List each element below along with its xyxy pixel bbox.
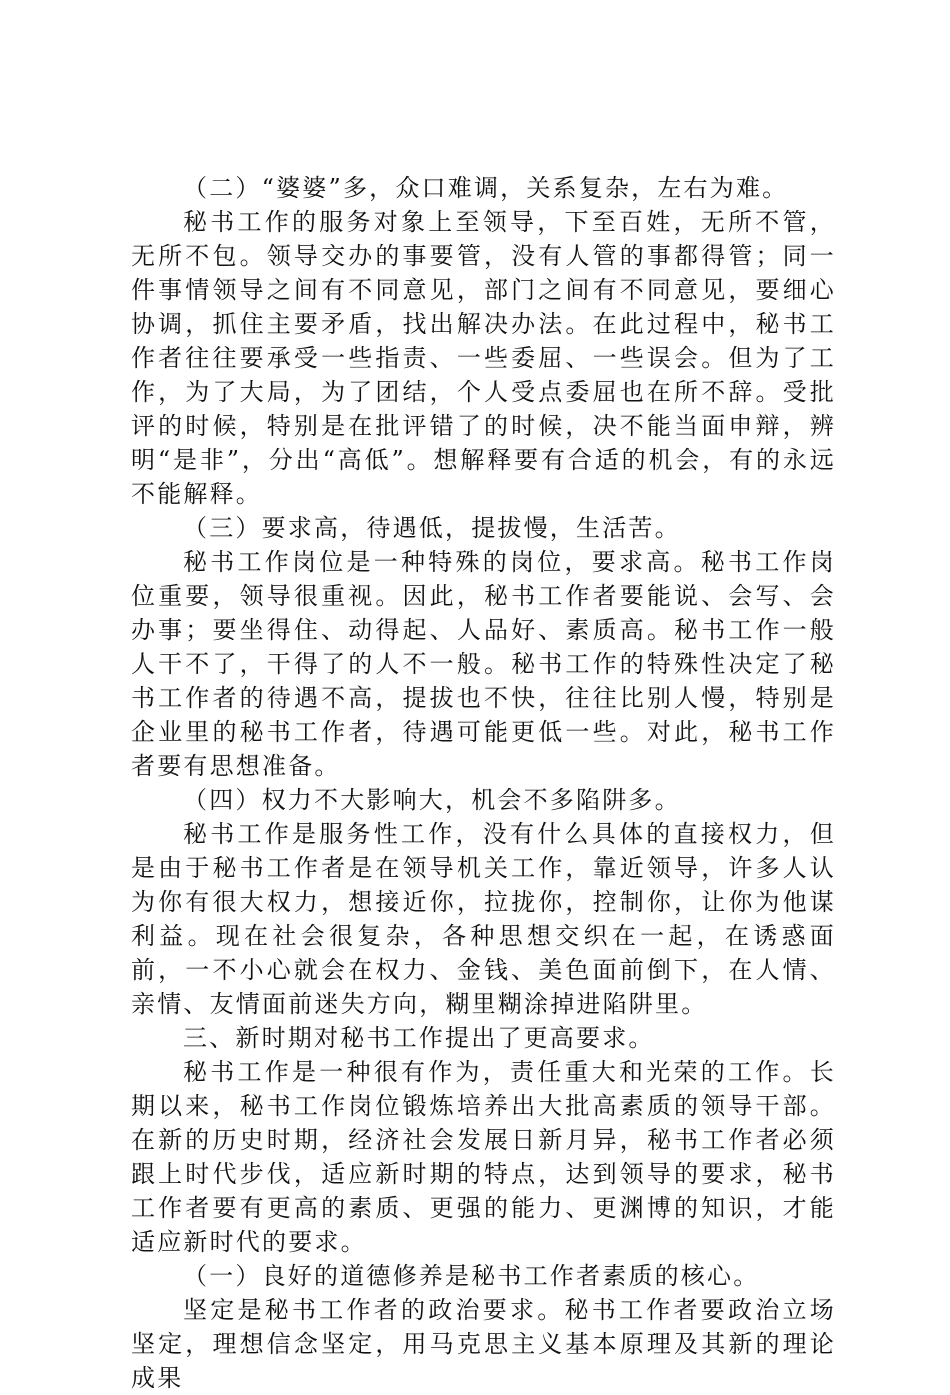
section-heading-4: （四）权力不大影响大，机会不多陷阱多。: [183, 786, 681, 814]
body-paragraph: 坚定是秘书工作者的政治要求。秘书工作者要政治立场坚定，理想信念坚定，用马克思主义基本原理及其新的理论成果: [131, 1296, 836, 1392]
body-paragraph: 秘书工作岗位是一种特殊的岗位，要求高。秘书工作岗位重要，领导很重视。因此，秘书工作者要能说、会写、会办事；要坐得住、动得起、人品好、素质高。秘书工作一般人干不了，干得了的人不一般。秘书工作的特殊性决定了秘书工作者的待遇不高，提拔也不快，往往比别人慢，特别是企业里的秘书工作者，待遇可能更低一些。对此，秘书工作者要有思想准备。: [131, 548, 836, 780]
section-heading-3: （三）要求高，待遇低，提拔慢，生活苦。: [183, 514, 681, 542]
body-paragraph: 秘书工作是一种很有作为，责任重大和光荣的工作。长期以来，秘书工作岗位锻炼培养出大批高素质的领导干部。在新的历史时期，经济社会发展日新月异，秘书工作者必须跟上时代步伐，适应新时期的特点，达到领导的要求，秘书工作者要有更高的素质、更强的能力、更渊博的知识，才能适应新时代的要求。: [131, 1058, 836, 1256]
section-heading-2: （二）“婆婆”多，众口难调，关系复杂，左右为难。: [183, 174, 789, 202]
section-heading-1: （一）良好的道德修养是秘书工作者素质的核心。: [183, 1262, 760, 1290]
body-paragraph: 秘书工作的服务对象上至领导，下至百姓，无所不管，无所不包。领导交办的事要管，没有人管的事都得管；同一件事情领导之间有不同意见，部门之间有不同意见，要细心协调，抓住主要矛盾，找出解决办法。在此过程中，秘书工作者往往要承受一些指责、一些委屈、一些误会。但为了工作，为了大局，为了团结，个人受点委屈也在所不辞。受批评的时候，特别是在批评错了的时候，决不能当面申辩，辨明“是非”，分出“高低”。想解释要有合适的机会，有的永远不能解释。: [131, 208, 836, 508]
body-paragraph: 秘书工作是服务性工作，没有什么具体的直接权力，但是由于秘书工作者是在领导机关工作，靠近领导，许多人认为你有很大权力，想接近你，拉拢你，控制你，让你为他谋利益。现在社会很复杂，各种思想交织在一起，在诱惑面前，一不小心就会在权力、金钱、美色面前倒下，在人情、亲情、友情面前迷失方向，糊里糊涂掉进陷阱里。: [131, 820, 836, 1018]
document-body: [131, 171, 836, 1395]
chapter-heading-3: 三、新时期对秘书工作提出了更高要求。: [183, 1024, 655, 1052]
